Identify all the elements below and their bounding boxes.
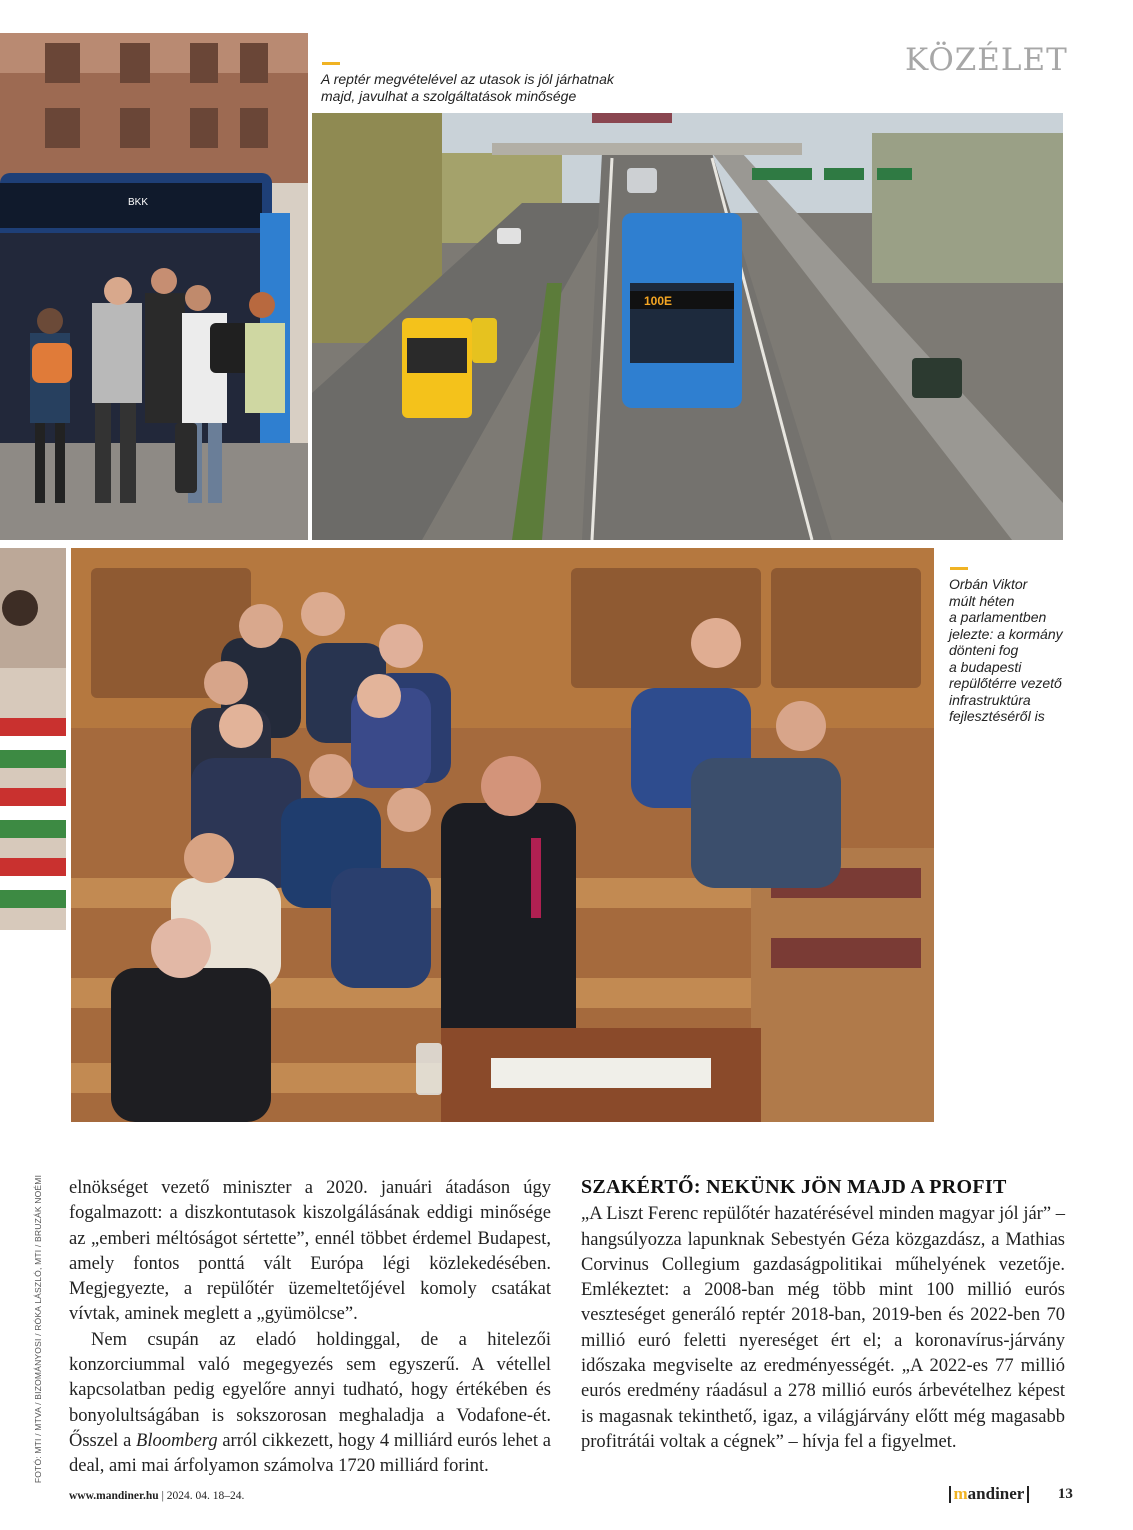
caption-line: múlt héten bbox=[949, 592, 1015, 609]
caption-marker bbox=[322, 62, 340, 65]
caption-line: repülőtérre vezető bbox=[949, 675, 1062, 691]
footer-left bbox=[69, 1490, 244, 1502]
parliament-photo bbox=[71, 548, 934, 1122]
paragraph-text: arról cikkezett, hogy 4 milliárd eurós lehet a deal, ami mai árfolyamon számolva 1720 milliárd forint. bbox=[69, 1430, 551, 1477]
paragraph-text: Nem csupán az eladó holdinggal, de a hitelezői konzorciummal való megegyezés sem egyszerű. A vétellel kapcsolatban pedig egyelőre annyi tudható, hogy értékében és bonyolultságában is sokszorosan meghaladja a Vodafone-ét. Ősszel a bbox=[69, 1329, 551, 1451]
bloomberg-text: Bloomberg bbox=[136, 1430, 218, 1451]
right-column bbox=[581, 1175, 1065, 1455]
caption-line: a budapesti bbox=[949, 658, 1022, 675]
caption-line: infrastruktúra bbox=[949, 691, 1031, 708]
bus-stop-photo bbox=[0, 33, 308, 540]
road-bus-photo bbox=[312, 113, 1063, 540]
paragraph bbox=[69, 1328, 551, 1480]
parliament-caption bbox=[949, 576, 1119, 725]
photo-credit bbox=[31, 1174, 45, 1484]
caption-line: a parlamentben bbox=[949, 609, 1047, 625]
photo-credit-text: FOTÓ: MTI / MTVA / BIZOMÁNYOSI / RÓKA LÁSZLÓ, MTI / BRUZÁK NOÉMI bbox=[33, 1174, 43, 1484]
logo-separator bbox=[949, 1486, 951, 1503]
logo-separator bbox=[1027, 1486, 1029, 1503]
footer-url: www.mandiner.hu bbox=[69, 1490, 159, 1502]
section-title: KÖZÉLET bbox=[905, 42, 1068, 78]
paragraph: „A Liszt Ferenc repülőtér hazatérésével minden magyar jól jár” – hangsúlyozza lapunknak Sebestyén Géza közgazdász, a Mathias Corvinus Collegium gazdaságpolitikai műhelyének vezetője. Emlékeztet: a 2008-ban még több mint 100 millió eurós veszteséget generáló reptér 2018-ban, 2019-ben és 2022-ben 70 millió euró feletti nyereséget ért el; a koronavírus-járvány időszaka megviselte az eredményességét. „A 2022-es 77 millió eurós eredmény ráadásul a 278 millió eurós árbevételhez képest is magasnak tekinthető, igaz, a világjárvány előtt még magasabb profitrátái voltak a cégnek” – hívja fel a figyelmet. bbox=[581, 1204, 1065, 1452]
caption-marker bbox=[950, 567, 968, 570]
footer-separator: | bbox=[161, 1490, 167, 1502]
flags-crop-photo bbox=[0, 548, 66, 930]
left-column bbox=[69, 1176, 551, 1480]
mandiner-logo bbox=[954, 1484, 1025, 1504]
bus-route-text: 100E bbox=[644, 294, 673, 308]
logo-m: m bbox=[953, 1484, 968, 1503]
page-number: 13 bbox=[1057, 1485, 1073, 1502]
caption-line: jelezte: a kormány bbox=[949, 625, 1063, 642]
footer-right bbox=[946, 1484, 1073, 1504]
paragraph: elnökséget vezető miniszter a 2020. januári átadáson úgy fogalmazott: a diszkontutasok kiszolgálásának eddigi minősége az „emberi méltóságot sértette”, ennél többet érdemel Budapest, amely fontos ponttá vált Európa légi közlekedésében. Megjegyezte, a repülőtér üzemeltetőjével komoly csatákat vívtak, aminek meglett a „gyümölcse”. bbox=[69, 1178, 551, 1325]
expert-subheading: SZAKÉRTŐ: NEKÜNK JÖN MAJD A PROFIT bbox=[581, 1176, 1007, 1198]
logo-rest: andiner bbox=[967, 1484, 1025, 1503]
caption-line: Orbán Viktor bbox=[949, 576, 1028, 592]
bus-logo-text: BKK bbox=[128, 197, 149, 208]
caption-line: dönteni fog bbox=[949, 642, 1019, 658]
footer-date: 2024. 04. 18–24. bbox=[166, 1490, 245, 1502]
caption-line: fejlesztéséről is bbox=[949, 708, 1045, 724]
airport-caption: A reptér megvételével az utasok is jól járhatnak majd, javulhat a szolgáltatások minősége bbox=[321, 71, 614, 104]
